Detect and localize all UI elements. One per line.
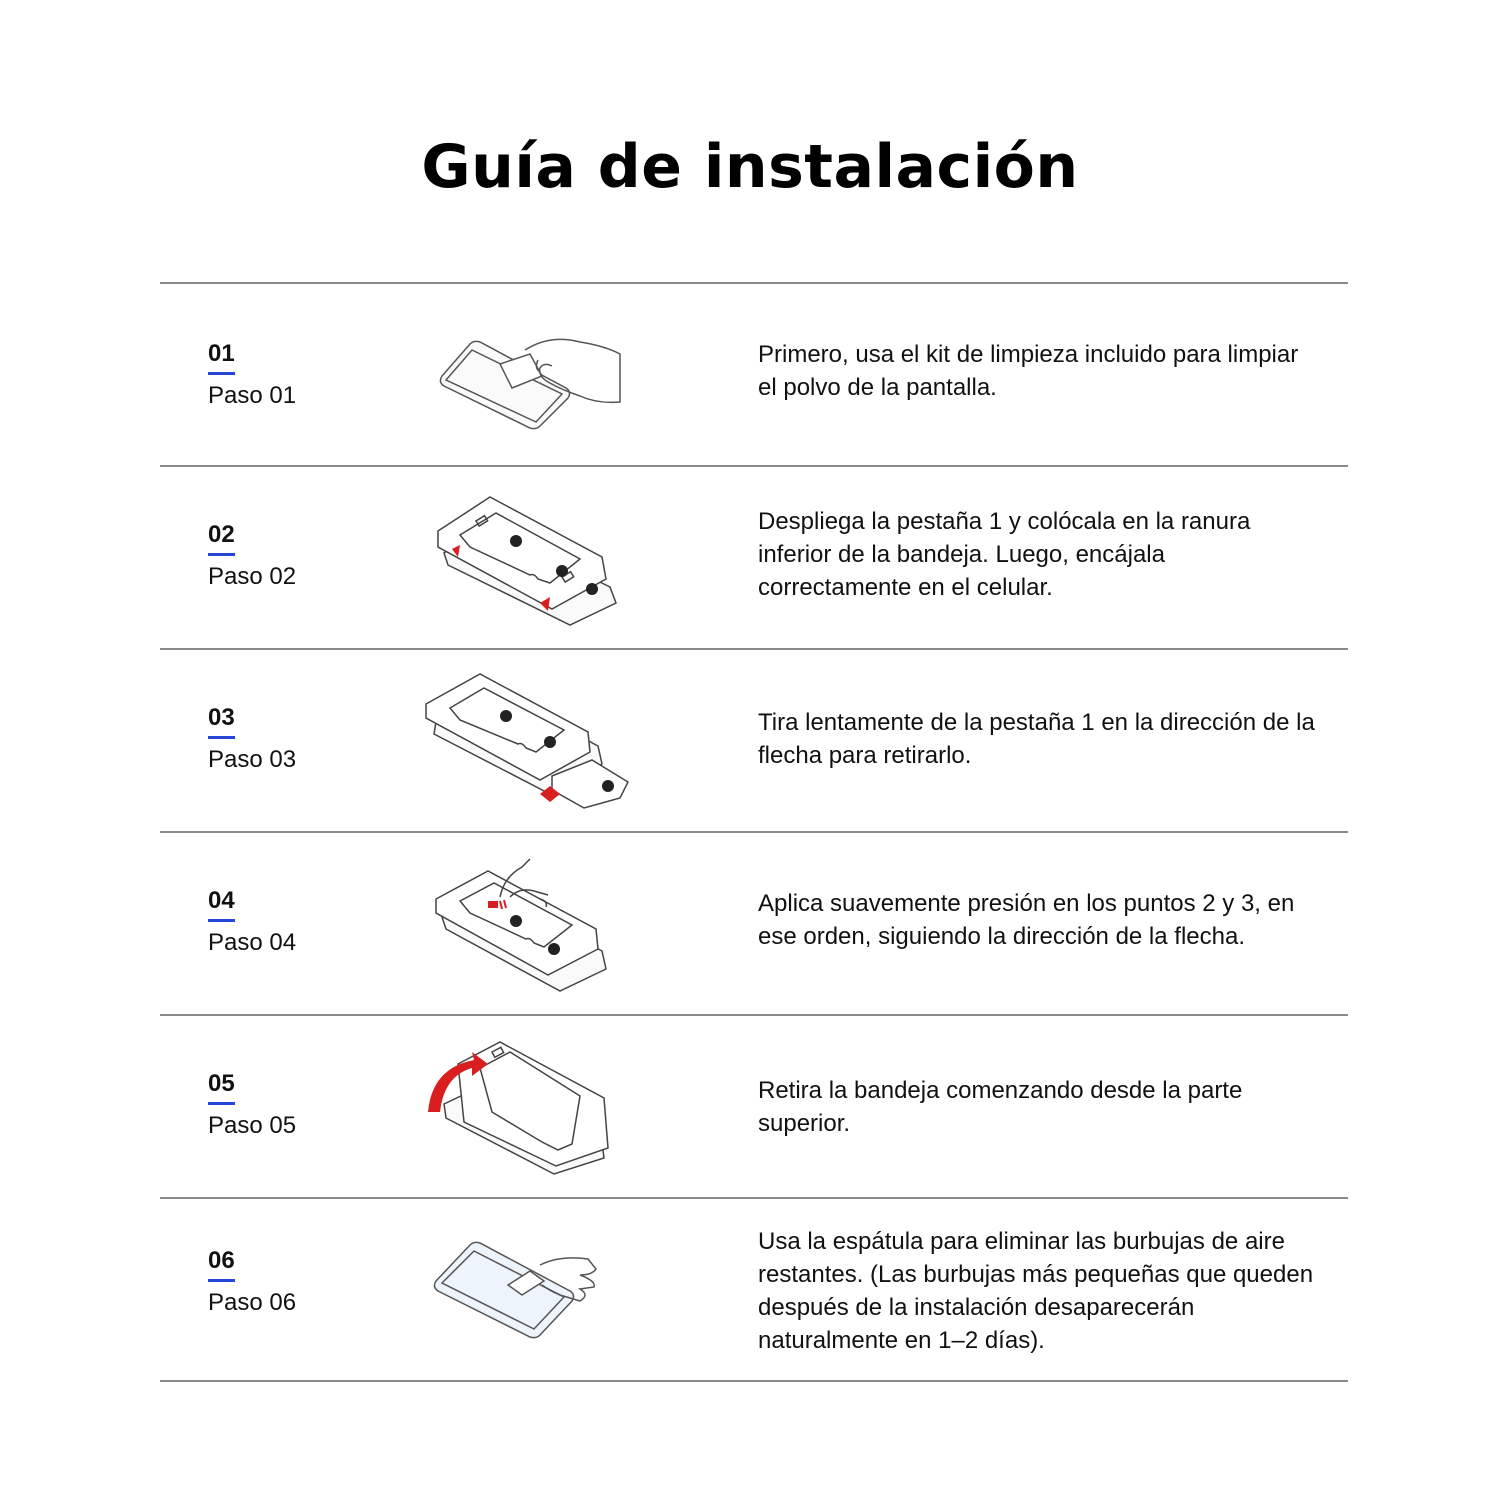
step-row-02 [160,467,1348,650]
tab-pull-icon [422,672,632,812]
step-label: Paso 02 [208,563,297,590]
step-description: Primero, usa el kit de limpieza incluido para limpiar el polvo de la pantalla. [758,341,1299,401]
step-description: Aplica suavemente presión en los puntos 2 y 3, en ese orden, siguiendo la dirección de la flecha. [758,890,1295,950]
step-row-04 [160,833,1348,1016]
step-description: Retira la bandeja comenzando desde la parte superior. [758,1077,1243,1137]
tray-attach-icon [430,491,630,631]
step-row-06 [160,1199,1348,1382]
step-number: 06 [208,1247,235,1282]
step-number: 02 [208,521,235,556]
step-description: Despliega la pestaña 1 y colócala en la ranura inferior de la bandeja. Luego, encájala correctamente en el celular. [758,508,1251,601]
steps-list [160,282,1348,1382]
step-label: Paso 06 [208,1289,297,1316]
step-row-03 [160,650,1348,833]
step-label: Paso 01 [208,382,297,409]
step-description: Tira lentamente de la pestaña 1 en la dirección de la flecha para retirarlo. [758,709,1315,769]
squeegee-icon [430,1235,630,1345]
step-description: Usa la espátula para eliminar las burbujas de aire restantes. (Las burbujas más pequeñas que queden después de la instalación desaparecerán naturalmente en 1–2 días). [758,1228,1314,1354]
step-number: 01 [208,340,235,375]
press-points-icon [430,857,630,997]
step-number: 03 [208,704,235,739]
phone-cleaning-icon [430,324,630,434]
step-label: Paso 05 [208,1112,297,1139]
page-title: Guía de instalación [421,132,1079,203]
step-row-05 [160,1016,1348,1199]
tray-remove-icon [422,1038,622,1178]
step-number: 05 [208,1070,235,1105]
step-number: 04 [208,887,235,922]
step-label: Paso 03 [208,746,297,773]
step-label: Paso 04 [208,929,297,956]
step-row-01 [160,284,1348,467]
